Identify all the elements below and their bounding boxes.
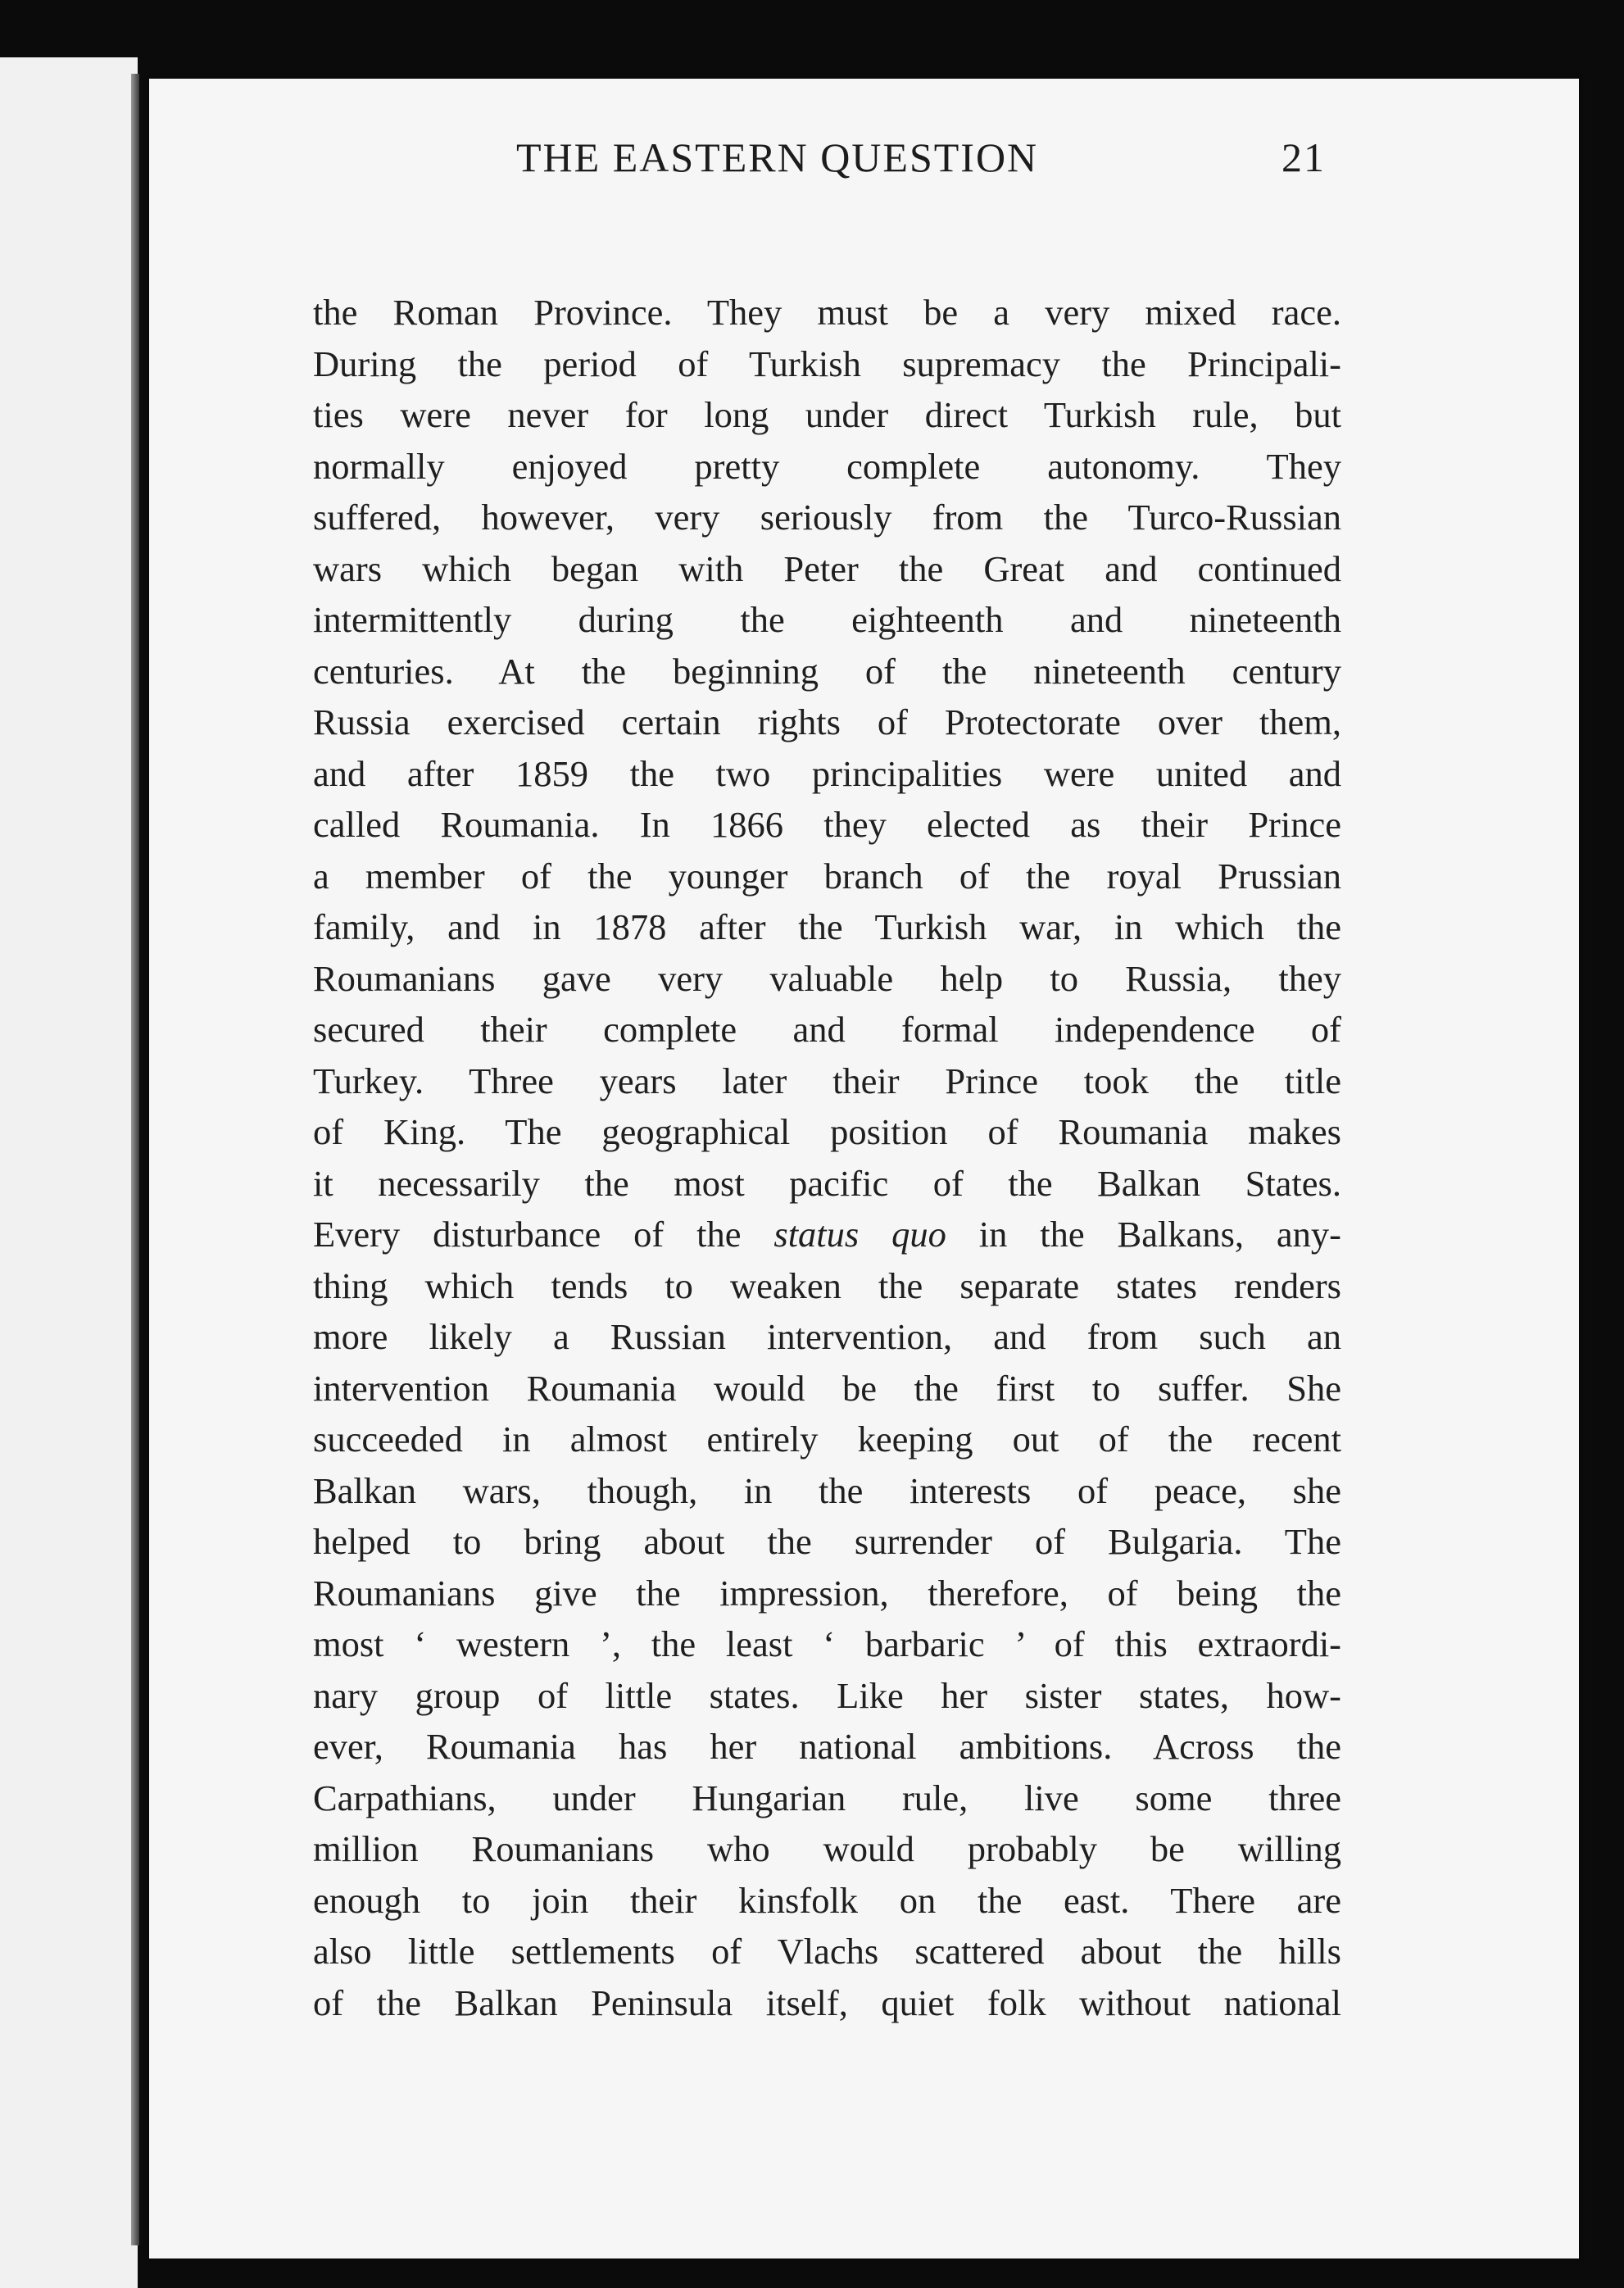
text-line: normally enjoyed pretty complete autonomy. They [313, 445, 1341, 487]
running-header [352, 134, 1326, 216]
italic-phrase: status quo [773, 1214, 946, 1255]
text-line: Carpathians, under Hungarian rule, live some three [313, 1777, 1341, 1818]
text-line: helped to bring about the surrender of Bulgaria. The [313, 1521, 1341, 1562]
text-line: ties were never for long under direct Turkish rule, but [313, 394, 1341, 435]
text-line: Turkey. Three years later their Prince took the title [313, 1060, 1341, 1101]
text-line: also little settlements of Vlachs scattered about the hills [313, 1931, 1341, 1972]
text-line: nary group of little states. Like her sister states, how- [313, 1674, 1341, 1716]
text-line: it necessarily the most pacific of the Balkan States. [313, 1162, 1341, 1204]
body-text [313, 287, 1341, 2028]
text-line: Roumanians give the impression, therefore, of being the [313, 1572, 1341, 1614]
text-line: During the period of Turkish supremacy the Principali- [313, 343, 1341, 384]
text-line: more likely a Russian intervention, and from such an [313, 1316, 1341, 1357]
text-line: a member of the younger branch of the royal Prussian [313, 855, 1341, 897]
facing-page-edge [0, 57, 138, 2288]
text-line: million Roumanians who would probably be willing [313, 1828, 1341, 1869]
text-line: family, and in 1878 after the Turkish war, in which the [313, 906, 1341, 947]
text-line: of the Balkan Peninsula itself, quiet folk without national [313, 1982, 1341, 2023]
text-line: called Roumania. In 1866 they elected as their Prince [313, 804, 1341, 845]
text-line: of King. The geographical position of Roumania makes [313, 1111, 1341, 1152]
book-gutter [131, 74, 139, 2245]
text-line: intermittently during the eighteenth and nineteenth [313, 599, 1341, 640]
text-line: secured their complete and formal independence of [313, 1009, 1341, 1050]
text-line: ever, Roumania has her national ambitions. Across the [313, 1726, 1341, 1767]
text-line: most ‘ western ’, the least ‘ barbaric ’ of this extraordi- [313, 1623, 1341, 1664]
text-line: centuries. At the beginning of the nineteenth century [313, 650, 1341, 692]
text-line: wars which began with Peter the Great and continued [313, 547, 1341, 589]
text-line: the Roman Province. They must be a very mixed race. [313, 292, 1341, 333]
text-line: Balkan wars, though, in the interests of peace, she [313, 1469, 1341, 1511]
text-line: Roumanians gave very valuable help to Russia, they [313, 957, 1341, 999]
text-line: intervention Roumania would be the first to suffer. She [313, 1367, 1341, 1409]
page-number: 21 [1282, 134, 1326, 180]
text-line: and after 1859 the two principalities were united and [313, 752, 1341, 794]
text-line: succeeded in almost entirely keeping out of the recent [313, 1419, 1341, 1460]
text-line: enough to join their kinsfolk on the east. There are [313, 1879, 1341, 1921]
text-line: thing which tends to weaken the separate states renders [313, 1264, 1341, 1306]
text-line: suffered, however, very seriously from the Turco-Russian [313, 497, 1341, 538]
running-title: THE EASTERN QUESTION [516, 134, 1039, 180]
text-line: Every disturbance of the status quo in the Balkans, any- [313, 1214, 1341, 1255]
text-line: Russia exercised certain rights of Protectorate over them, [313, 701, 1341, 742]
